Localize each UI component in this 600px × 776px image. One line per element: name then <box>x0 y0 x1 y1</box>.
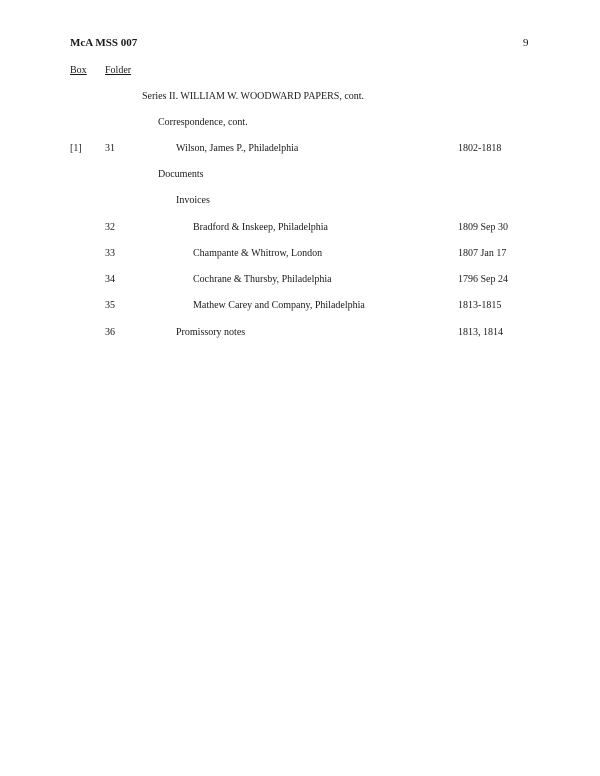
box-number: [1] <box>70 143 82 154</box>
column-header-box: Box <box>70 65 87 76</box>
folder-title: Wilson, James P., Philadelphia <box>176 143 299 154</box>
subseries-correspondence-heading: Correspondence, cont. <box>158 117 248 128</box>
folder-date: 1807 Jan 17 <box>458 248 507 259</box>
folder-title: Bradford & Inskeep, Philadelphia <box>193 222 328 233</box>
folder-number: 31 <box>105 143 115 154</box>
folder-title: Mathew Carey and Company, Philadelphia <box>193 300 365 311</box>
folder-title: Promissory notes <box>176 327 246 338</box>
folder-number: 35 <box>105 300 115 311</box>
folder-number: 36 <box>105 327 115 338</box>
folder-number: 33 <box>105 248 115 259</box>
collection-id: McA MSS 007 <box>70 37 138 49</box>
folder-number: 32 <box>105 222 115 233</box>
subsubseries-invoices-heading: Invoices <box>176 195 210 206</box>
folder-date: 1796 Sep 24 <box>458 274 508 285</box>
folder-number: 34 <box>105 274 115 285</box>
folder-date: 1813, 1814 <box>458 327 503 338</box>
folder-date: 1809 Sep 30 <box>458 222 508 233</box>
folder-title: Cochrane & Thursby, Philadelphia <box>193 274 332 285</box>
folder-date: 1813-1815 <box>458 300 502 311</box>
column-header-folder: Folder <box>105 65 132 76</box>
subseries-documents-heading: Documents <box>158 169 204 180</box>
folder-date: 1802-1818 <box>458 143 502 154</box>
folder-title: Champante & Whitrow, London <box>193 248 323 259</box>
page-number: 9 <box>523 37 529 49</box>
series-heading: Series II. WILLIAM W. WOODWARD PAPERS, cont. <box>142 91 365 102</box>
